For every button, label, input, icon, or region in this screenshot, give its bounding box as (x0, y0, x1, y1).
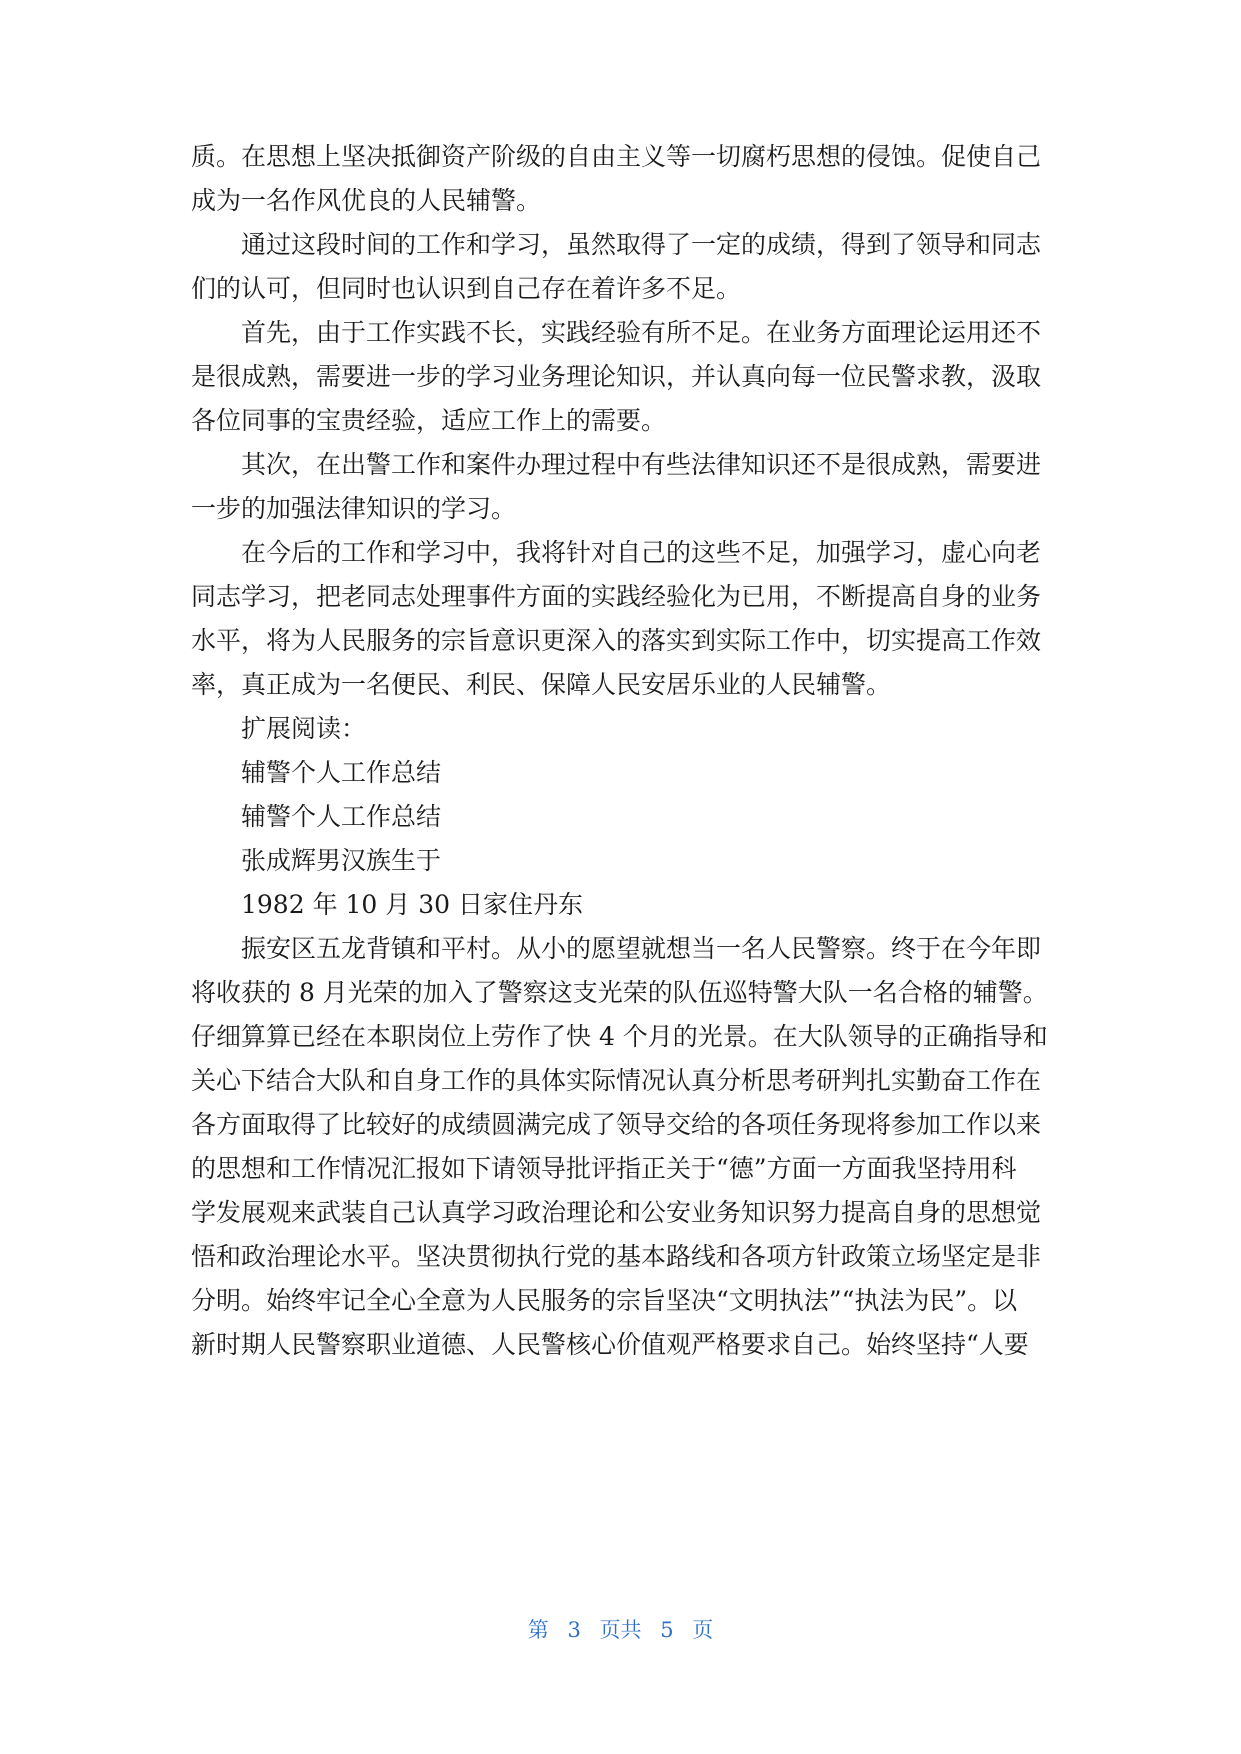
paragraph-line: 分明。始终牢记全心全意为人民服务的宗旨坚决“文明执法”“执法为民”。以 (191, 1286, 1018, 1315)
paragraph-line: 通过这段时间的工作和学习，虽然取得了一定的成绩，得到了领导和同志 (241, 230, 1042, 259)
heading-line: 辅警个人工作总结 (241, 758, 442, 787)
heading-line: 辅警个人工作总结 (241, 802, 442, 831)
footer-current-page: 3 (567, 1618, 581, 1642)
paragraph-line: 新时期人民警察职业道德、人民警核心价值观严格要求自己。始终坚持“人要 (191, 1330, 1029, 1359)
paragraph-line: 悟和政治理论水平。坚决贯彻执行党的基本路线和各项方针政策立场坚定是非 (191, 1242, 1042, 1271)
paragraph-line: 的思想和工作情况汇报如下请领导批评指正关于“德”方面一方面我坚持用科 (191, 1154, 1017, 1183)
footer-label-of: 页共 (599, 1618, 642, 1642)
paragraph-line: 1982 年 10 月 30 日家住丹东 (241, 890, 583, 919)
footer-label-end: 页 (692, 1618, 714, 1642)
paragraph-line: 学发展观来武装自己认真学习政治理论和公安业务知识努力提高自身的思想觉 (191, 1198, 1042, 1227)
paragraph-line: 是很成熟，需要进一步的学习业务理论知识，并认真向每一位民警求教，汲取 (191, 362, 1042, 391)
footer-label-page: 第 (527, 1618, 549, 1642)
paragraph-line: 各位同事的宝贵经验，适应工作上的需要。 (191, 406, 667, 435)
paragraph-line: 张成辉男汉族生于 (241, 846, 442, 875)
paragraph-line: 其次，在出警工作和案件办理过程中有些法律知识还不是很成熟，需要进 (241, 450, 1042, 479)
paragraph-line: 关心下结合大队和自身工作的具体实际情况认真分析思考研判扎实勤奋工作在 (191, 1066, 1042, 1095)
paragraph-line: 首先，由于工作实践不长，实践经验有所不足。在业务方面理论运用还不 (241, 318, 1042, 347)
paragraph-line: 率，真正成为一名便民、利民、保障人民安居乐业的人民辅警。 (191, 670, 892, 699)
footer-total-pages: 5 (660, 1618, 674, 1642)
paragraph-line: 一步的加强法律知识的学习。 (191, 494, 517, 523)
paragraph-line: 成为一名作风优良的人民辅警。 (191, 186, 542, 215)
page-footer (0, 1614, 1241, 1644)
paragraph-line: 质。在思想上坚决抵御资产阶级的自由主义等一切腐朽思想的侵蚀。促使自己 (191, 142, 1042, 171)
paragraph-line: 在今后的工作和学习中，我将针对自己的这些不足，加强学习，虚心向老 (241, 538, 1042, 567)
paragraph-line: 将收获的 8 月光荣的加入了警察这支光荣的队伍巡特警大队一名合格的辅警。 (191, 978, 1048, 1007)
paragraph-line: 仔细算算已经在本职岗位上劳作了快 4 个月的光景。在大队领导的正确指导和 (191, 1022, 1048, 1051)
paragraph-line: 水平，将为人民服务的宗旨意识更深入的落实到实际工作中，切实提高工作效 (191, 626, 1042, 655)
paragraph-line: 各方面取得了比较好的成绩圆满完成了领导交给的各项任务现将参加工作以来 (191, 1110, 1042, 1139)
section-label: 扩展阅读： (241, 714, 367, 743)
paragraph-line: 同志学习，把老同志处理事件方面的实践经验化为已用，不断提高自身的业务 (191, 582, 1042, 611)
paragraph-line: 们的认可，但同时也认识到自己存在着许多不足。 (191, 274, 742, 303)
paragraph-line: 振安区五龙背镇和平村。从小的愿望就想当一名人民警察。终于在今年即 (241, 934, 1042, 963)
